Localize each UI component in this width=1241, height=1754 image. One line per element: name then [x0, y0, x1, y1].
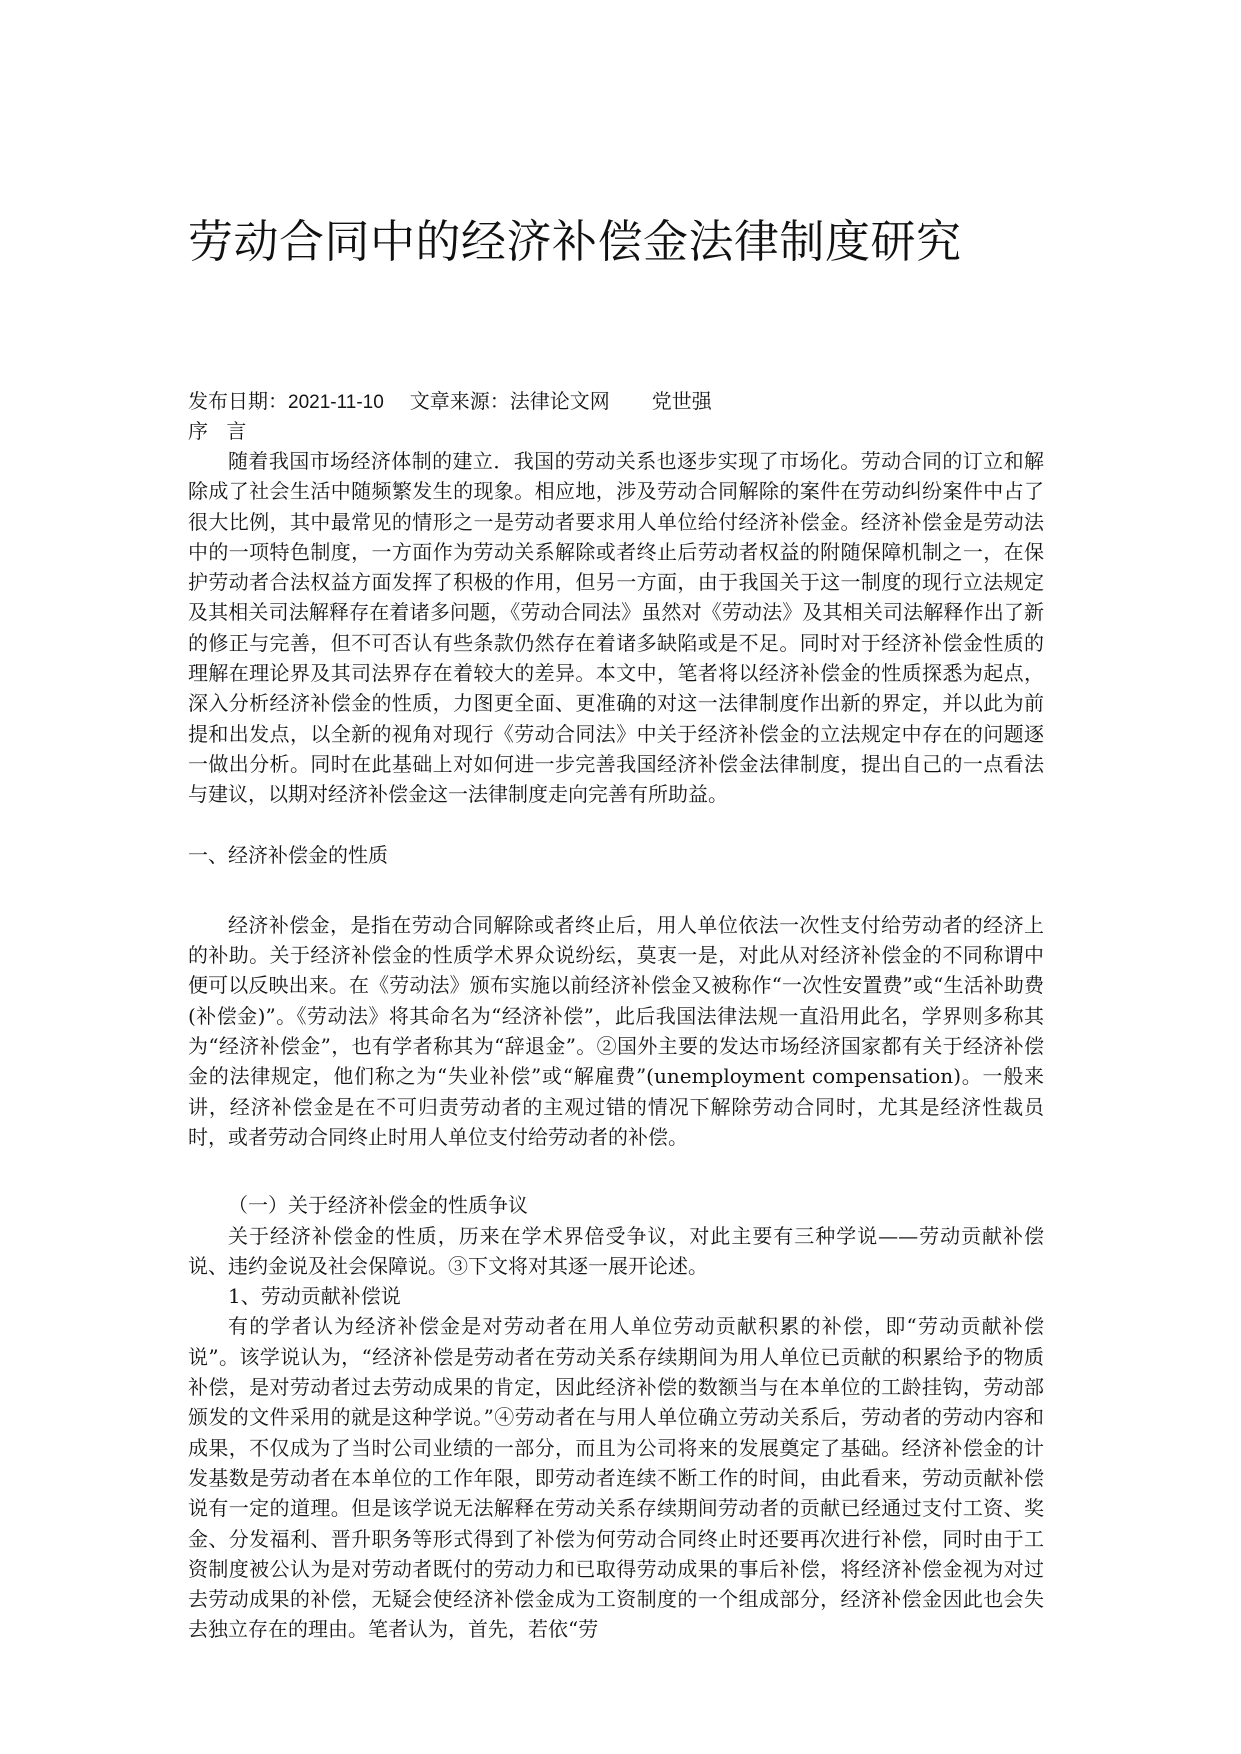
theory-1-paragraph: 有的学者认为经济补偿金是对劳动者在用人单位劳动贡献积累的补偿，即“劳动贡献补偿说”。该学说认为，“经济补偿是劳动者在劳动关系存续期间为用人单位已贡献的积累给予的物质补偿，是对劳动者过去劳动成果的肯定，因此经济补偿的数额当与在本单位的工龄挂钩，劳动部颁发的文件采用的就是这种学说。”④劳动者在与用人单位确立劳动关系后，劳动者的劳动内容和成果，不仅成为了当时公司业绩的一部分，而且为公司将来的发展奠定了基础。经济补偿金的计发基数是劳动者在本单位的工作年限，即劳动者连续不断工作的时间，由此看来，劳动贡献补偿说有一定的道理。但是该学说无法解释在劳动关系存续期间劳动者的贡献已经通过支付工资、奖金、分发福利、晋升职务等形式得到了补偿为何劳动合同终止时还要再次进行补偿，同时由于工资制度被公认为是对劳动者既付的劳动力和已取得劳动成果的事后补偿，将经济补偿金视为对过去劳动成果的补偿，无疑会使经济补偿金成为工资制度的一个组成部分，经济补偿金因此也会失去独立存在的理由。笔者认为，首先，若依“劳: [188, 1314, 1044, 1642]
theory-heading-1: 1、劳动贡献补偿说: [228, 1284, 401, 1309]
article-body: [188, 386, 1044, 1645]
preface-heading: 序 言: [188, 419, 253, 443]
author-name: 党世强: [651, 389, 712, 413]
subsection-1-paragraph: 关于经济补偿金的性质，历来在学术界倍受争议，对此主要有三种学说——劳动贡献补偿说、违约金说及社会保障说。③下文将对其逐一展开论述。: [188, 1223, 1044, 1278]
article-title: 劳动合同中的经济补偿金法律制度研究: [188, 215, 962, 268]
preface-paragraph: 随着我国市场经济体制的建立．我国的劳动关系也逐步实现了市场化。劳动合同的订立和解除成了社会生活中随频繁发生的现象。相应地，涉及劳动合同解除的案件在劳动纠纷案件中占了很大比例，其中最常见的情形之一是劳动者要求用人单位给付经济补偿金。经济补偿金是劳动法中的一项特色制度，一方面作为劳动关系解除或者终止后劳动者权益的附随保障机制之一，在保护劳动者合法权益方面发挥了积极的作用，但另一方面，由于我国关于这一制度的现行立法规定及其相关司法解释存在着诸多问题，《劳动合同法》虽然对《劳动法》及其相关司法解释作出了新的修正与完善，但不可否认有些条款仍然存在着诸多缺陷或是不足。同时对于经济补偿金性质的理解在理论界及其司法界存在着较大的差异。本文中，笔者将以经济补偿金的性质探悉为起点，深入分析经济补偿金的性质，力图更全面、更准确的对这一法律制度作出新的界定，并以此为前提和出发点，以全新的视角对现行《劳动合同法》中关于经济补偿金的立法规定中存在的问题逐一做出分析。同时在此基础上对如何进一步完善我国经济补偿金法律制度，提出自己的一点看法与建议，以期对经济补偿金这一法律制度走向完善有所助益。: [188, 449, 1044, 807]
article-meta: [188, 386, 1044, 416]
section-1-paragraph: 经济补偿金，是指在劳动合同解除或者终止后，用人单位依法一次性支付给劳动者的经济上的补助。关于经济补偿金的性质学术界众说纷纭，莫衷一是，对此从对经济补偿金的不同称谓中便可以反映出来。在《劳动法》颁布实施以前经济补偿金又被称作“一次性安置费”或“生活补助费(补偿金)”。《劳动法》将其命名为“经济补偿”，此后我国法律法规一直沿用此名，学界则多称其为“经济补偿金”，也有学者称其为“辞退金”。②国外主要的发达市场经济国家都有关于经济补偿金的法律规定，他们称之为“失业补偿”或“解雇费”(unemployment compensation)。一般来讲，经济补偿金是在不可归责劳动者的主观过错的情况下解除劳动合同时，尤其是经济性裁员时，或者劳动合同终止时用人单位支付给劳动者的补偿。: [188, 912, 1044, 1149]
publish-date: 2021-11-10: [288, 392, 384, 413]
source-label: 文章来源：: [409, 389, 510, 413]
source-name: 法律论文网: [509, 389, 610, 413]
subsection-heading-1: （一）关于经济补偿金的性质争议: [228, 1193, 528, 1218]
date-label: 发布日期：: [188, 389, 288, 413]
section-heading-1: 一、经济补偿金的性质: [188, 842, 388, 867]
